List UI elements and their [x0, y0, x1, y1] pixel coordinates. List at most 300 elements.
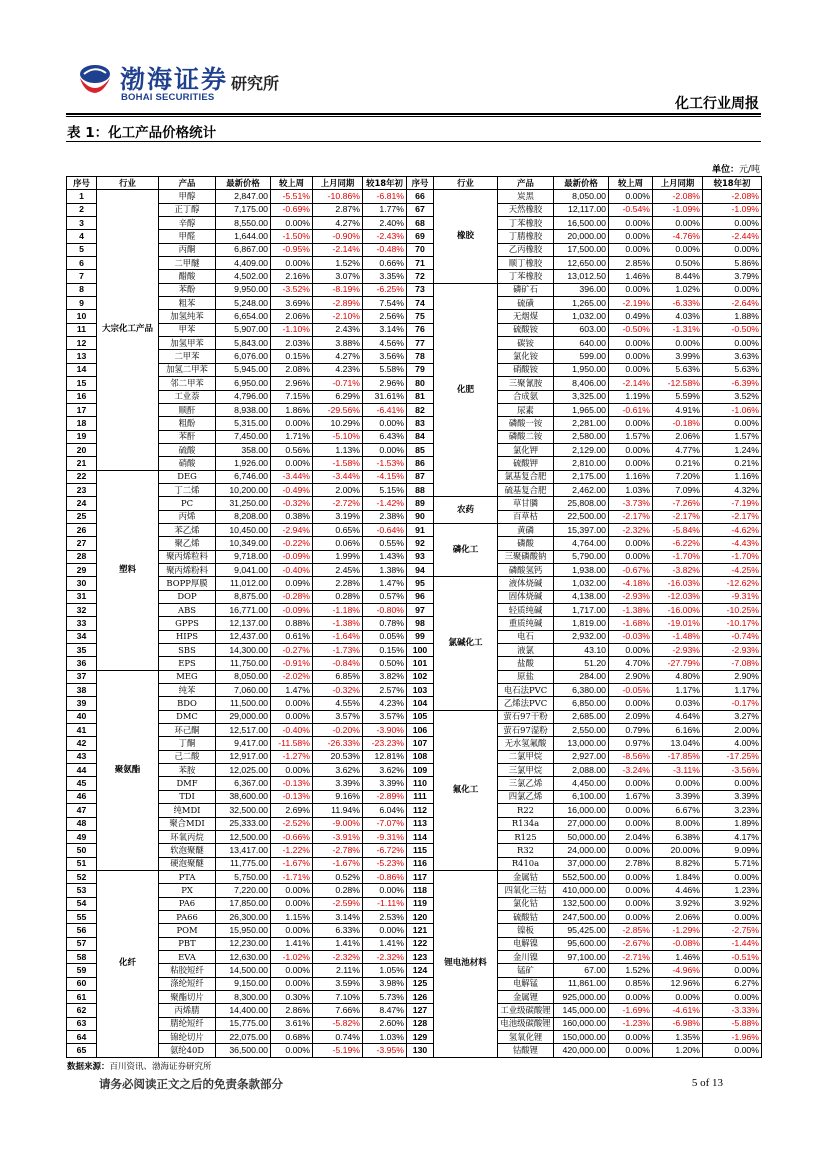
week-change: -0.66% [271, 830, 313, 843]
ytd-change: 2.57% [363, 684, 407, 697]
product-name: 乙丙橡胶 [498, 243, 554, 256]
latest-price: 15,950.00 [216, 924, 271, 937]
ytd-change: 4.32% [703, 483, 762, 496]
col-header-industry: 行业 [97, 177, 159, 190]
product-name: BDO [159, 697, 216, 710]
ytd-change: 1.89% [703, 817, 762, 830]
ytd-change: -2.64% [703, 297, 762, 310]
product-name: 三氯甲烷 [498, 764, 554, 777]
product-name: 粘胶短纤 [159, 964, 216, 977]
table-row [67, 457, 762, 470]
product-name: 百草枯 [498, 510, 554, 523]
row-index: 108 [407, 750, 434, 763]
month-change: -2.59% [313, 897, 363, 910]
ytd-change: 2.96% [363, 377, 407, 390]
month-change: -12.03% [653, 590, 703, 603]
product-name: 正丁醇 [159, 203, 216, 216]
week-change: -1.68% [609, 617, 653, 630]
month-change: 1.52% [313, 257, 363, 270]
product-name: R125 [498, 830, 554, 843]
ytd-change: 4.17% [703, 830, 762, 843]
latest-price: 12,025.00 [216, 764, 271, 777]
row-index: 17 [67, 403, 97, 416]
product-name: 甲苯 [159, 323, 216, 336]
product-name: 醋酸 [159, 270, 216, 283]
ytd-change: 1.38% [363, 563, 407, 576]
product-name: 草甘膦 [498, 497, 554, 510]
latest-price: 16,771.00 [216, 604, 271, 617]
row-index: 75 [407, 310, 434, 323]
product-name: 萤石97干粉 [498, 710, 554, 723]
table-row [67, 790, 762, 803]
product-name: 丁腈橡胶 [498, 230, 554, 243]
product-name: 固体烧碱 [498, 590, 554, 603]
ytd-change: 4.00% [703, 737, 762, 750]
week-change: 2.08% [271, 363, 313, 376]
month-change: 1.17% [653, 684, 703, 697]
month-change: 0.03% [653, 697, 703, 710]
month-change: 3.39% [653, 790, 703, 803]
latest-price: 6,076.00 [216, 350, 271, 363]
ytd-change: -12.62% [703, 577, 762, 590]
month-change: -6.33% [653, 297, 703, 310]
product-name: 氢氧化锂 [498, 1031, 554, 1044]
latest-price: 1,926.00 [216, 457, 271, 470]
ytd-change: 6.43% [363, 430, 407, 443]
product-name: 四氯乙烯 [498, 790, 554, 803]
table-row [67, 417, 762, 430]
week-change: 2.78% [609, 857, 653, 870]
month-change: -12.58% [653, 377, 703, 390]
week-change: -2.02% [271, 670, 313, 683]
table-row [67, 337, 762, 350]
product-name: 二甲醚 [159, 257, 216, 270]
ytd-change: 3.98% [363, 977, 407, 990]
row-index: 117 [407, 870, 434, 883]
month-change: -5.19% [313, 1044, 363, 1057]
product-name: 钴酸锂 [498, 1044, 554, 1057]
row-index: 65 [67, 1044, 97, 1057]
row-index: 111 [407, 790, 434, 803]
ytd-change: -1.53% [363, 457, 407, 470]
row-index: 123 [407, 950, 434, 963]
latest-price: 603.00 [554, 323, 609, 336]
product-name: 聚合MDI [159, 817, 216, 830]
week-change: 0.00% [609, 550, 653, 563]
row-index: 20 [67, 443, 97, 456]
latest-price: 13,000.00 [554, 737, 609, 750]
week-change: 2.86% [271, 1004, 313, 1017]
month-change: -2.89% [313, 297, 363, 310]
month-change: -2.72% [313, 497, 363, 510]
table-row [67, 510, 762, 523]
ytd-change: 0.00% [703, 1044, 762, 1057]
ytd-change: -1.42% [363, 497, 407, 510]
month-change: -16.00% [653, 604, 703, 617]
table-row [67, 604, 762, 617]
month-change: -1.67% [313, 857, 363, 870]
row-index: 35 [67, 644, 97, 657]
month-change: -26.33% [313, 737, 363, 750]
week-change: -3.73% [609, 497, 653, 510]
latest-price: 2,580.00 [554, 430, 609, 443]
table-row [67, 497, 762, 510]
week-change: -0.09% [271, 550, 313, 563]
product-name: 轻质纯碱 [498, 604, 554, 617]
ytd-change: -4.43% [703, 537, 762, 550]
week-change: 0.00% [271, 417, 313, 430]
week-change: 1.67% [609, 790, 653, 803]
week-change: -2.67% [609, 937, 653, 950]
table-row [67, 350, 762, 363]
latest-price: 32,500.00 [216, 804, 271, 817]
table-row [67, 910, 762, 923]
month-change: 0.21% [653, 457, 703, 470]
week-change: 1.86% [271, 403, 313, 416]
row-index: 67 [407, 203, 434, 216]
product-name: 三聚氰胺 [498, 377, 554, 390]
week-change: -2.52% [271, 817, 313, 830]
product-name: 电解镍 [498, 937, 554, 950]
week-change: 1.57% [609, 430, 653, 443]
week-change: -0.13% [271, 777, 313, 790]
week-change: -2.19% [609, 297, 653, 310]
month-change: 4.27% [313, 350, 363, 363]
latest-price: 640.00 [554, 337, 609, 350]
table-row [67, 523, 762, 536]
week-change: -0.61% [609, 403, 653, 416]
product-name: 粗苯 [159, 297, 216, 310]
latest-price: 8,550.00 [216, 217, 271, 230]
row-index: 105 [407, 710, 434, 723]
product-name: 液体烧碱 [498, 577, 554, 590]
product-name: PBT [159, 937, 216, 950]
month-change: 20.00% [653, 844, 703, 857]
row-index: 128 [407, 1017, 434, 1030]
table-title-divider [66, 141, 761, 142]
ytd-change: -4.25% [703, 563, 762, 576]
unit-label [712, 162, 760, 175]
latest-price: 2,932.00 [554, 630, 609, 643]
month-change: 2.43% [313, 323, 363, 336]
latest-price: 2,685.00 [554, 710, 609, 723]
ytd-change: -23.23% [363, 737, 407, 750]
ytd-change: -5.88% [703, 1017, 762, 1030]
week-change: -1.38% [609, 604, 653, 617]
week-change: -0.49% [271, 483, 313, 496]
table-row [67, 283, 762, 296]
month-change: 2.06% [653, 430, 703, 443]
row-index: 98 [407, 617, 434, 630]
ytd-change: 0.00% [363, 884, 407, 897]
week-change: -0.69% [271, 203, 313, 216]
latest-price: 8,938.00 [216, 403, 271, 416]
product-name: 工业级碳酸锂 [498, 1004, 554, 1017]
week-change: 0.00% [609, 190, 653, 203]
product-name: 丁苯橡胶 [498, 217, 554, 230]
row-index: 24 [67, 497, 97, 510]
month-change: -0.08% [653, 937, 703, 950]
table-row [67, 630, 762, 643]
ytd-change: 2.00% [703, 724, 762, 737]
week-change: 0.09% [271, 577, 313, 590]
week-change: 2.09% [609, 710, 653, 723]
latest-price: 3,325.00 [554, 390, 609, 403]
month-change: 3.59% [313, 977, 363, 990]
ytd-change: 3.92% [703, 897, 762, 910]
row-index: 19 [67, 430, 97, 443]
row-index: 42 [67, 737, 97, 750]
col-header-month-change: 上月同期 [653, 177, 703, 190]
ytd-change: 4.23% [363, 697, 407, 710]
ytd-change: -6.81% [363, 190, 407, 203]
week-change: -0.13% [271, 790, 313, 803]
month-change: -1.58% [313, 457, 363, 470]
ytd-change: 0.00% [703, 990, 762, 1003]
ytd-change: 5.15% [363, 483, 407, 496]
col-header-week-change: 较上周 [271, 177, 313, 190]
ytd-change: 5.73% [363, 990, 407, 1003]
latest-price: 12,500.00 [216, 830, 271, 843]
table-row [67, 1004, 762, 1017]
month-change: -19.01% [653, 617, 703, 630]
month-change: -6.98% [653, 1017, 703, 1030]
week-change: -8.56% [609, 750, 653, 763]
header-divider-thick [66, 113, 761, 115]
row-index: 107 [407, 737, 434, 750]
ytd-change: -2.17% [703, 510, 762, 523]
ytd-change: -0.17% [703, 697, 762, 710]
ytd-change: -2.32% [363, 950, 407, 963]
month-change: 6.16% [653, 724, 703, 737]
latest-price: 1,965.00 [554, 403, 609, 416]
month-change: 4.91% [653, 403, 703, 416]
table-row [67, 563, 762, 576]
product-name: 硝酸 [159, 457, 216, 470]
month-change: -4.61% [653, 1004, 703, 1017]
latest-price: 247,500.00 [554, 910, 609, 923]
row-index: 93 [407, 550, 434, 563]
week-change: -0.32% [271, 497, 313, 510]
product-name: R32 [498, 844, 554, 857]
col-header-latest-price: 最新价格 [216, 177, 271, 190]
product-name: 环氧丙烷 [159, 830, 216, 843]
latest-price: 5,843.00 [216, 337, 271, 350]
month-change: -5.84% [653, 523, 703, 536]
latest-price: 12,630.00 [216, 950, 271, 963]
month-change: 2.87% [313, 203, 363, 216]
row-index: 102 [407, 670, 434, 683]
table-row [67, 390, 762, 403]
ytd-change: 0.00% [363, 924, 407, 937]
table-row [67, 844, 762, 857]
week-change: 0.00% [271, 217, 313, 230]
latest-price: 17,850.00 [216, 897, 271, 910]
ytd-change: -3.95% [363, 1044, 407, 1057]
product-name: 氯化钴 [498, 897, 554, 910]
product-name: 氯基复合肥 [498, 470, 554, 483]
latest-price: 5,248.00 [216, 297, 271, 310]
col-header-index: 序号 [67, 177, 97, 190]
product-name: 二甲苯 [159, 350, 216, 363]
week-change: 1.19% [609, 390, 653, 403]
row-index: 118 [407, 884, 434, 897]
table-row [67, 777, 762, 790]
product-name: 丙烯 [159, 510, 216, 523]
ytd-change: 1.03% [363, 1031, 407, 1044]
ytd-change: 0.78% [363, 617, 407, 630]
latest-price: 25,808.00 [554, 497, 609, 510]
latest-price: 97,100.00 [554, 950, 609, 963]
latest-price: 36,500.00 [216, 1044, 271, 1057]
table-row [67, 470, 762, 483]
week-change: 0.00% [609, 243, 653, 256]
ytd-change: 0.66% [363, 257, 407, 270]
product-name: 磷酸一铵 [498, 417, 554, 430]
week-change: -1.71% [271, 870, 313, 883]
latest-price: 6,367.00 [216, 777, 271, 790]
product-name: R410a [498, 857, 554, 870]
ytd-change: -1.06% [703, 403, 762, 416]
row-index: 23 [67, 483, 97, 496]
latest-price: 11,500.00 [216, 697, 271, 710]
row-index: 120 [407, 910, 434, 923]
ytd-change: 0.21% [703, 457, 762, 470]
week-change: -0.03% [609, 630, 653, 643]
month-change: -1.31% [653, 323, 703, 336]
col-header-month-change: 上月同期 [313, 177, 363, 190]
row-index: 32 [67, 604, 97, 617]
week-change: 0.00% [271, 964, 313, 977]
week-change: 0.49% [609, 310, 653, 323]
month-change: -2.14% [313, 243, 363, 256]
row-index: 39 [67, 697, 97, 710]
row-index: 101 [407, 657, 434, 670]
col-header-ytd-change: 较18年初 [363, 177, 407, 190]
month-change: -3.91% [313, 830, 363, 843]
month-change: -6.22% [653, 537, 703, 550]
product-name: 炭黑 [498, 190, 554, 203]
month-change: -0.32% [313, 684, 363, 697]
week-change: 1.15% [271, 910, 313, 923]
latest-price: 6,867.00 [216, 243, 271, 256]
ytd-change: -7.08% [703, 657, 762, 670]
month-change: 3.99% [653, 350, 703, 363]
ytd-change: 1.88% [703, 310, 762, 323]
month-change: -0.90% [313, 230, 363, 243]
week-change: -3.44% [271, 470, 313, 483]
row-index: 59 [67, 964, 97, 977]
week-change: 0.00% [609, 1031, 653, 1044]
product-name: PTA [159, 870, 216, 883]
row-index: 90 [407, 510, 434, 523]
latest-price: 4,450.00 [554, 777, 609, 790]
week-change: 0.00% [609, 217, 653, 230]
row-index: 52 [67, 870, 97, 883]
latest-price: 95,425.00 [554, 924, 609, 937]
month-change: 0.65% [313, 523, 363, 536]
table-row [67, 363, 762, 376]
month-change: 2.45% [313, 563, 363, 576]
ytd-change: -9.31% [363, 830, 407, 843]
week-change: 0.00% [609, 443, 653, 456]
industry-category: 锂电池材料 [434, 870, 498, 1057]
latest-price: 50,000.00 [554, 830, 609, 843]
product-name: 硫酸钴 [498, 910, 554, 923]
latest-price: 396.00 [554, 283, 609, 296]
ytd-change: 0.00% [703, 777, 762, 790]
row-index: 8 [67, 283, 97, 296]
latest-price: 4,764.00 [554, 537, 609, 550]
month-change: 2.11% [313, 964, 363, 977]
latest-price: 160,000.00 [554, 1017, 609, 1030]
product-name: 丁苯橡胶 [498, 270, 554, 283]
month-change: 20.53% [313, 750, 363, 763]
week-change: -4.18% [609, 577, 653, 590]
row-index: 115 [407, 844, 434, 857]
month-change: 1.46% [653, 950, 703, 963]
week-change: -1.27% [271, 750, 313, 763]
latest-price: 6,850.00 [554, 697, 609, 710]
row-index: 55 [67, 910, 97, 923]
row-index: 114 [407, 830, 434, 843]
week-change: 0.00% [271, 884, 313, 897]
latest-price: 10,200.00 [216, 483, 271, 496]
latest-price: 6,950.00 [216, 377, 271, 390]
week-change: 0.79% [609, 724, 653, 737]
product-name: 磷酸二铵 [498, 430, 554, 443]
product-name: 氨纶40D [159, 1044, 216, 1057]
week-change: -2.71% [609, 950, 653, 963]
week-change: 0.00% [609, 844, 653, 857]
month-change: 1.99% [313, 550, 363, 563]
week-change: -1.02% [271, 950, 313, 963]
row-index: 15 [67, 377, 97, 390]
row-index: 104 [407, 697, 434, 710]
latest-price: 38,600.00 [216, 790, 271, 803]
row-index: 1 [67, 190, 97, 203]
month-change: 5.63% [653, 363, 703, 376]
ytd-change: 2.53% [363, 910, 407, 923]
month-change: -10.86% [313, 190, 363, 203]
product-name: 加氢二甲苯 [159, 363, 216, 376]
ytd-change: 7.54% [363, 297, 407, 310]
row-index: 61 [67, 990, 97, 1003]
ytd-change: -0.80% [363, 604, 407, 617]
latest-price: 2,462.00 [554, 483, 609, 496]
row-index: 103 [407, 684, 434, 697]
logo-english-name: BOHAI SECURITIES [121, 92, 215, 103]
product-name: 苯酐 [159, 430, 216, 443]
product-name: 尿素 [498, 403, 554, 416]
product-name: 磷酸氢钙 [498, 563, 554, 576]
ytd-change: -6.25% [363, 283, 407, 296]
product-name: 粗酚 [159, 417, 216, 430]
month-change: -2.78% [313, 844, 363, 857]
table-row [67, 550, 762, 563]
row-index: 30 [67, 577, 97, 590]
week-change: 1.52% [609, 964, 653, 977]
row-index: 99 [407, 630, 434, 643]
ytd-change: 8.47% [363, 1004, 407, 1017]
latest-price: 2,088.00 [554, 764, 609, 777]
latest-price: 4,502.00 [216, 270, 271, 283]
row-index: 70 [407, 243, 434, 256]
product-name: R134a [498, 817, 554, 830]
latest-price: 5,945.00 [216, 363, 271, 376]
product-name: GPPS [159, 617, 216, 630]
ytd-change: -4.62% [703, 523, 762, 536]
